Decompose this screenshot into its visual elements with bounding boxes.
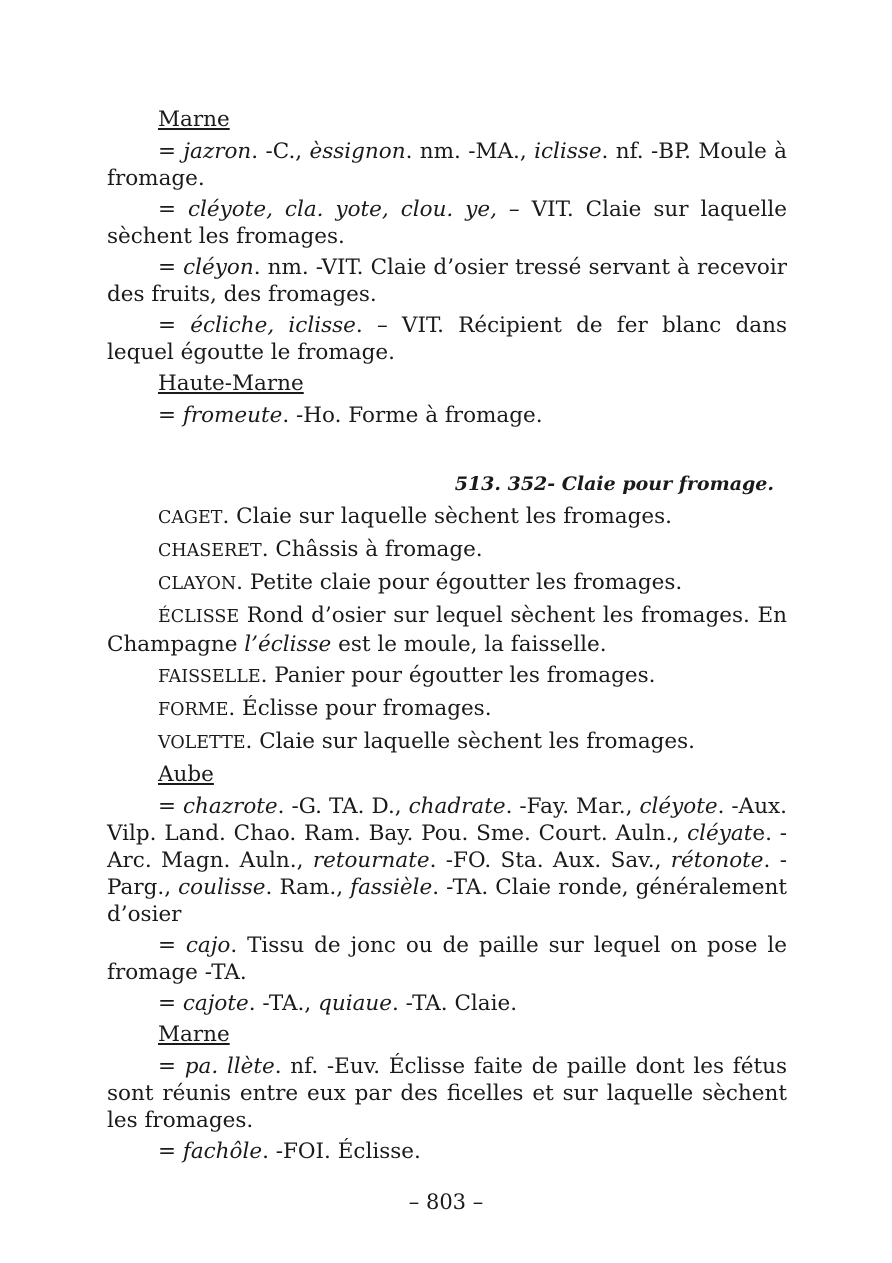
definition-forme: FORME. Éclisse pour fromages. [158, 696, 492, 721]
entry-cajote: = cajote. -TA., quiaue. -TA. Claie. [158, 991, 518, 1016]
entry-cleyon: = cléyon. nm. -VIT. Claie d’osier tressé servant à recevoir des fruits, des fromages. [107, 255, 787, 307]
page-body [107, 106, 787, 1169]
entry-cajo: = cajo. Tissu de jonc ou de paille sur lequel on pose le fromage -TA. [107, 933, 787, 985]
section-heading: 513. 352- Claie pour fromage. [454, 473, 774, 495]
entry-cleyote: = cléyote, cla. yote, clou. ye, – VIT. Claie sur laquelle sèchent les fromages. [107, 197, 787, 249]
region-heading-haute-marne: Haute-Marne [158, 371, 304, 396]
definition-clayon: CLAYON. Petite claie pour égoutter les fromages. [158, 570, 683, 595]
region-heading-marne-2: Marne [158, 1022, 230, 1047]
definition-chaseret: CHASERET. Châssis à fromage. [158, 537, 483, 562]
entry-jazron: = jazron. -C., èssignon. nm. -MA., iclisse. nf. -BP. Moule à fromage. [107, 139, 787, 191]
entry-fromeute: = fromeute. -Ho. Forme à fromage. [158, 403, 543, 428]
entry-fachole: = fachôle. -FOI. Éclisse. [158, 1139, 421, 1164]
definition-volette: VOLETTE. Claie sur laquelle sèchent les fromages. [158, 729, 696, 754]
region-heading-aube: Aube [158, 762, 214, 787]
entry-chazrote: = chazrote. -G. TA. D., chadrate. -Fay. Mar., cléyote. -Aux. Vilp. Land. Chao. Ram. Bay. Pou. Sme. Court. Auln., cléyate. -Arc. Magn. Auln., retournate. -FO. Sta. Aux. Sav., rétonote. -Parg., coulisse. Ram., fassièle. -TA. Claie ronde, généralement d’osier [107, 794, 788, 927]
definition-faisselle: FAISSELLE. Panier pour égoutter les fromages. [158, 663, 656, 688]
definition-caget: CAGET. Claie sur laquelle sèchent les fromages. [158, 504, 672, 529]
page-number: – 803 – [408, 1190, 484, 1214]
region-heading-marne: Marne [158, 107, 230, 132]
section-gap [107, 433, 787, 471]
entry-pallete: = pa. llète. nf. -Euv. Éclisse faite de paille dont les fétus sont réunis entre eux par des ficelles et sur laquelle sèchent les fromages. [107, 1054, 787, 1133]
definition-eclisse: ÉCLISSE Rond d’osier sur lequel sèchent les fromages. En Champagne l’éclisse est le moule, la faisselle. [107, 603, 787, 657]
entry-ecliche: = écliche, iclisse. – VIT. Récipient de fer blanc dans lequel égoutte le fromage. [107, 313, 788, 365]
